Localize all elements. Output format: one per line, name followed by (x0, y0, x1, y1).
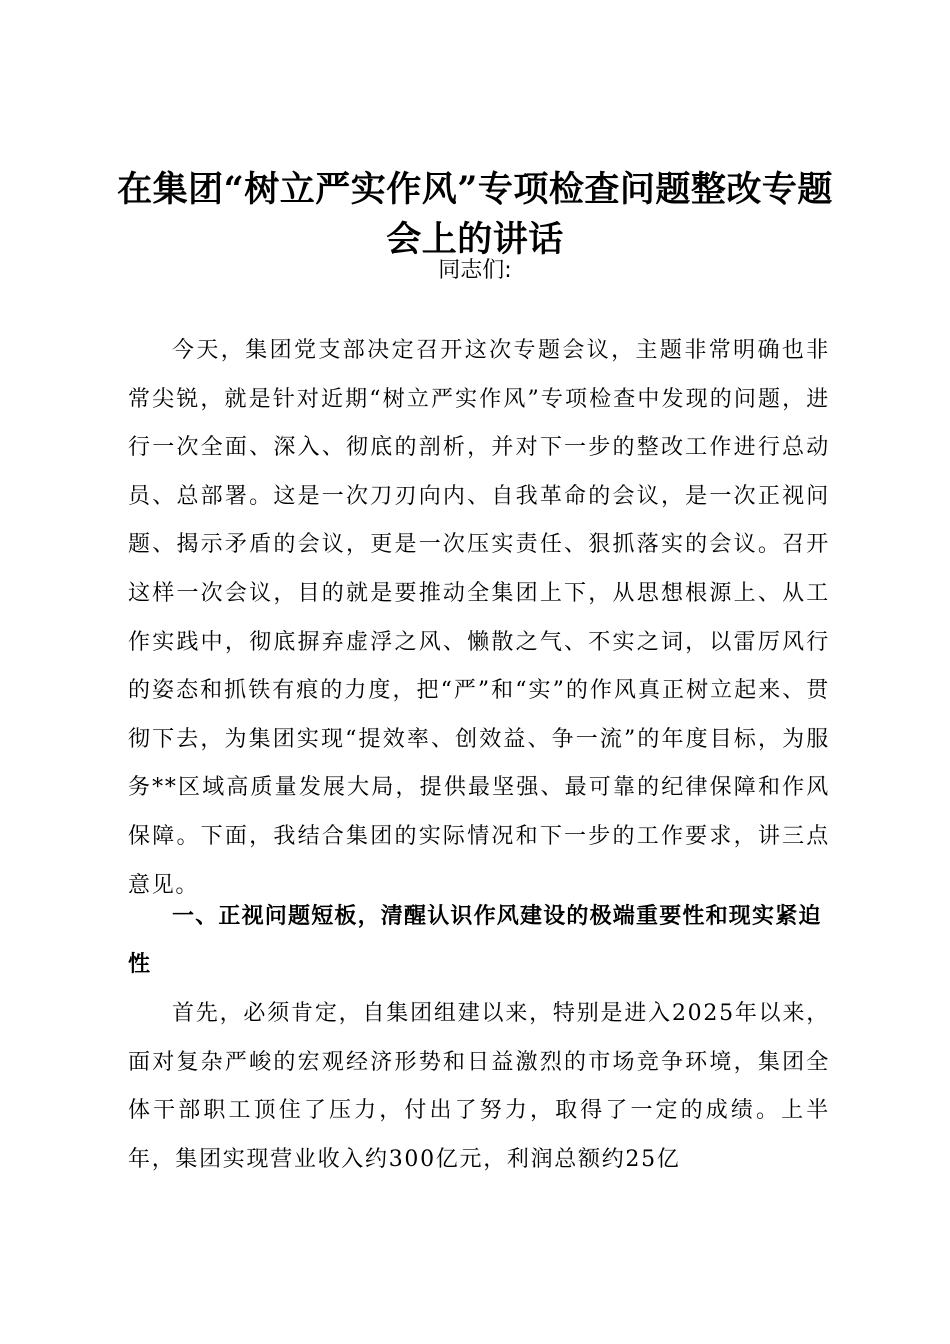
body-paragraph: 今天，集团党支部决定召开这次专题会议，主题非常明确也非常尖锐，就是针对近期“树立严实作风”专项检查中发现的问题，进行一次全面、深入、彻底的剖析，并对下一步的整改工作进行总动员、总部署。这是一次刀刃向内、自我革命的会议，是一次正视问题、揭示矛盾的会议，更是一次压实责任、狠抓落实的会议。召开这样一次会议，目的就是要推动全集团上下，从思想根源上、从工作实践中，彻底摒弃虚浮之风、懒散之气、不实之词，以雷厉风行的姿态和抓铁有痕的力度，把“严”和“实”的作风真正树立起来、贯彻下去，为集团实现“提效率、创效益、争一流”的年度目标，为服务**区域高质量发展大局，提供最坚强、最可靠的纪律保障和作风保障。下面，我结合集团的实际情况和下一步的工作要求，讲三点意见。 (128, 338, 830, 898)
document-title: 在集团“树立严实作风”专项检查问题整改专题会上的讲话 (117, 169, 833, 260)
salutation: 同志们: (438, 258, 512, 283)
section-heading: 一、正视问题短板，清醒认识作风建设的极端重要性和现实紧迫性 (128, 904, 822, 977)
body-paragraph: 首先，必须肯定，自集团组建以来，特别是进入2025年以来，面对复杂严峻的宏观经济形势和日益激烈的市场竞争环境，集团全体干部职工顶住了压力，付出了努力，取得了一定的成绩。上半年，集团实现营业收入约300亿元，利润总额约25亿 (128, 1001, 830, 1172)
